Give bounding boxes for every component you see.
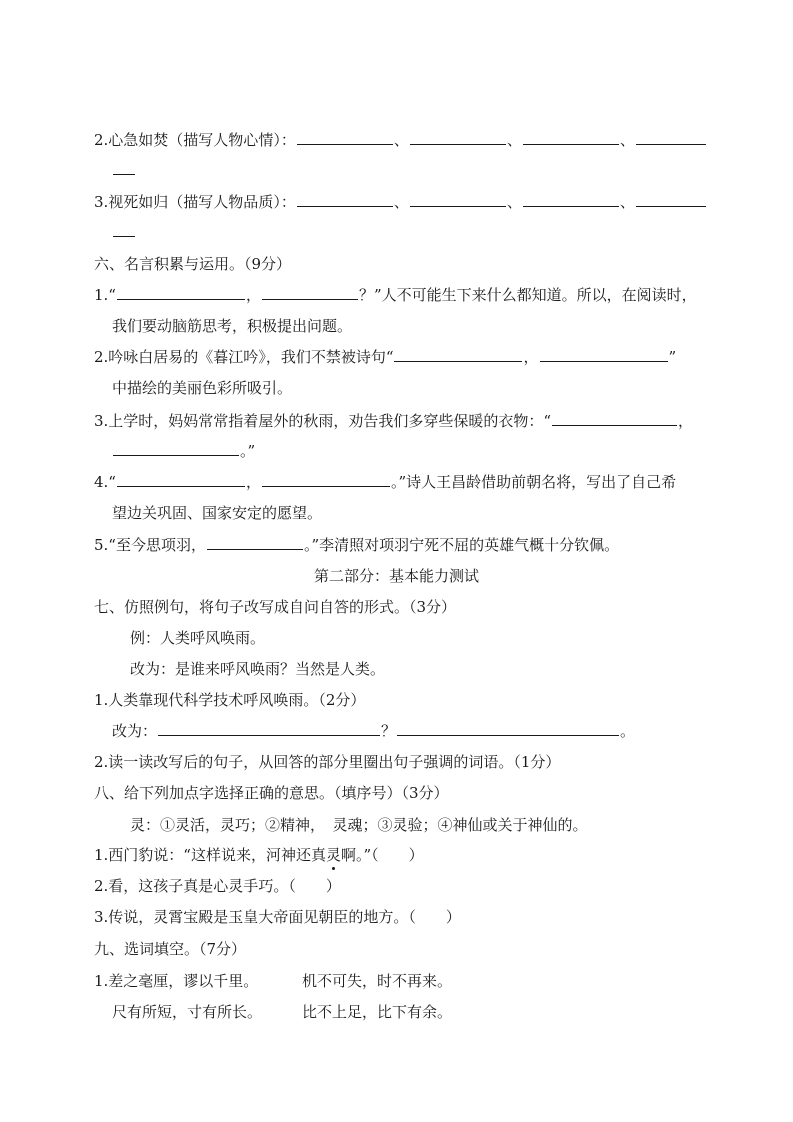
q9-heading: 九、选词填空。（7分） [94,940,247,958]
q8-meanings: 灵：①灵活，灵巧；②精神， 灵魂；③灵验；④神仙或关于神仙的。 [130,816,588,834]
q6-item3-line2 [112,441,255,461]
text: 4.“ [94,473,116,491]
text: ？ [381,722,397,740]
q8-heading: 八、给下列加点字选择正确的意思。（填序号）（3分） [94,784,449,802]
text: 。” [240,442,256,460]
answer-blank[interactable] [410,130,506,145]
answer-blank[interactable] [636,192,706,207]
text: ？”人不可能生下来什么都知道。所以，在阅读时， [359,286,697,304]
q6-item1 [94,285,697,305]
separator: 、 [393,193,409,211]
text: 。”诗人王昌龄借助前朝名将，写出了自己希 [391,473,677,491]
q5-item2 [94,130,707,150]
text: 。”李清照对项羽宁死不屈的英雄气概十分钦佩。 [303,536,620,554]
text: 3.上学时，妈妈常常指着屋外的秋雨，劝告我们多穿些保暖的衣物：“ [94,412,551,430]
answer-blank[interactable] [297,192,393,207]
q9-row1-a: 1.差之毫厘，谬以千里。 [94,972,259,990]
q6-item2 [94,347,676,367]
q7-item2: 2.读一读改写后的句子，从回答的部分里圈出句子强调的词语。（1分） [94,753,561,771]
separator: 、 [506,131,522,149]
q6-heading: 六、名言积累与运用。（9分） [94,255,292,273]
answer-blank[interactable] [523,192,619,207]
text: ， [523,348,539,366]
answer-blank[interactable] [540,347,668,362]
separator: 、 [619,193,635,211]
answer-blank[interactable] [410,192,506,207]
text: ” [668,348,677,366]
text: ， [677,412,693,430]
answer-blank[interactable] [297,130,393,145]
q6-item5 [94,535,619,555]
answer-blank[interactable] [113,160,135,175]
q6-item3 [94,411,693,431]
dotted-char: 灵 [325,846,341,864]
answer-blank[interactable] [113,222,135,237]
answer-blank[interactable] [262,285,358,300]
text: 啊。”（ ） [341,846,424,864]
answer-blank[interactable] [552,411,677,426]
text: 1.“ [94,286,116,304]
answer-blank[interactable] [117,472,245,487]
q5-item2-label: 2.心急如焚（描写人物心情）： [94,131,296,149]
separator: 、 [619,131,635,149]
part2-title: 第二部分：基本能力测试 [313,567,479,585]
q5-item3 [94,192,707,212]
separator: 、 [506,193,522,211]
q8-item2: 2.看，这孩子真是心灵手巧。（ ） [94,877,341,895]
text: ， [245,286,261,304]
answer-blank[interactable] [207,535,303,550]
answer-blank[interactable] [397,721,619,736]
q8-item3: 3.传说，灵霄宝殿是玉皇大帝面见朝臣的地方。（ ） [94,908,461,926]
q6-item2-line2: 中描绘的美丽色彩所吸引。 [112,379,293,397]
answer-blank[interactable] [523,130,619,145]
q9-row2-a: 尺有所短，寸有所长。 [112,1003,263,1021]
answer-blank[interactable] [113,441,239,456]
q6-item4-line2: 望边关巩固、国家安定的愿望。 [112,504,323,522]
q7-example: 例：人类呼风唤雨。 [130,629,266,647]
text: 。 [620,722,636,740]
q7-item1: 1.人类靠现代科学技术呼风唤雨。（2分） [94,691,366,709]
q9-row1-b: 机不可失，时不再来。 [302,972,453,990]
answer-blank[interactable] [158,721,380,736]
q7-heading: 七、仿照例句，将句子改写成自问自答的形式。（3分） [94,598,457,616]
separator: 、 [393,131,409,149]
q8-item1 [94,845,424,865]
q7-example-answer: 改为：是谁来呼风唤雨？当然是人类。 [130,660,386,678]
text: ， [245,473,261,491]
answer-blank[interactable] [394,347,522,362]
q5-item2-wrap [112,160,136,180]
text: 5.“至今思项羽， [94,536,206,554]
q5-item3-wrap [112,222,136,242]
q7-item1-answer [112,721,635,741]
answer-blank[interactable] [636,130,706,145]
q6-item1-line2: 我们要动脑筋思考，积极提出问题。 [112,317,353,335]
text: 2.吟咏白居易的《暮江吟》，我们不禁被诗句“ [94,348,394,366]
q5-item3-label: 3.视死如归（描写人物品质）： [94,193,296,211]
text: 1.西门豹说：“这样说来，河神还真 [94,846,326,864]
answer-blank[interactable] [262,472,390,487]
q9-row2-b: 比不上足，比下有余。 [302,1003,453,1021]
text: 改为： [112,722,158,740]
q6-item4 [94,472,676,492]
answer-blank[interactable] [117,285,245,300]
